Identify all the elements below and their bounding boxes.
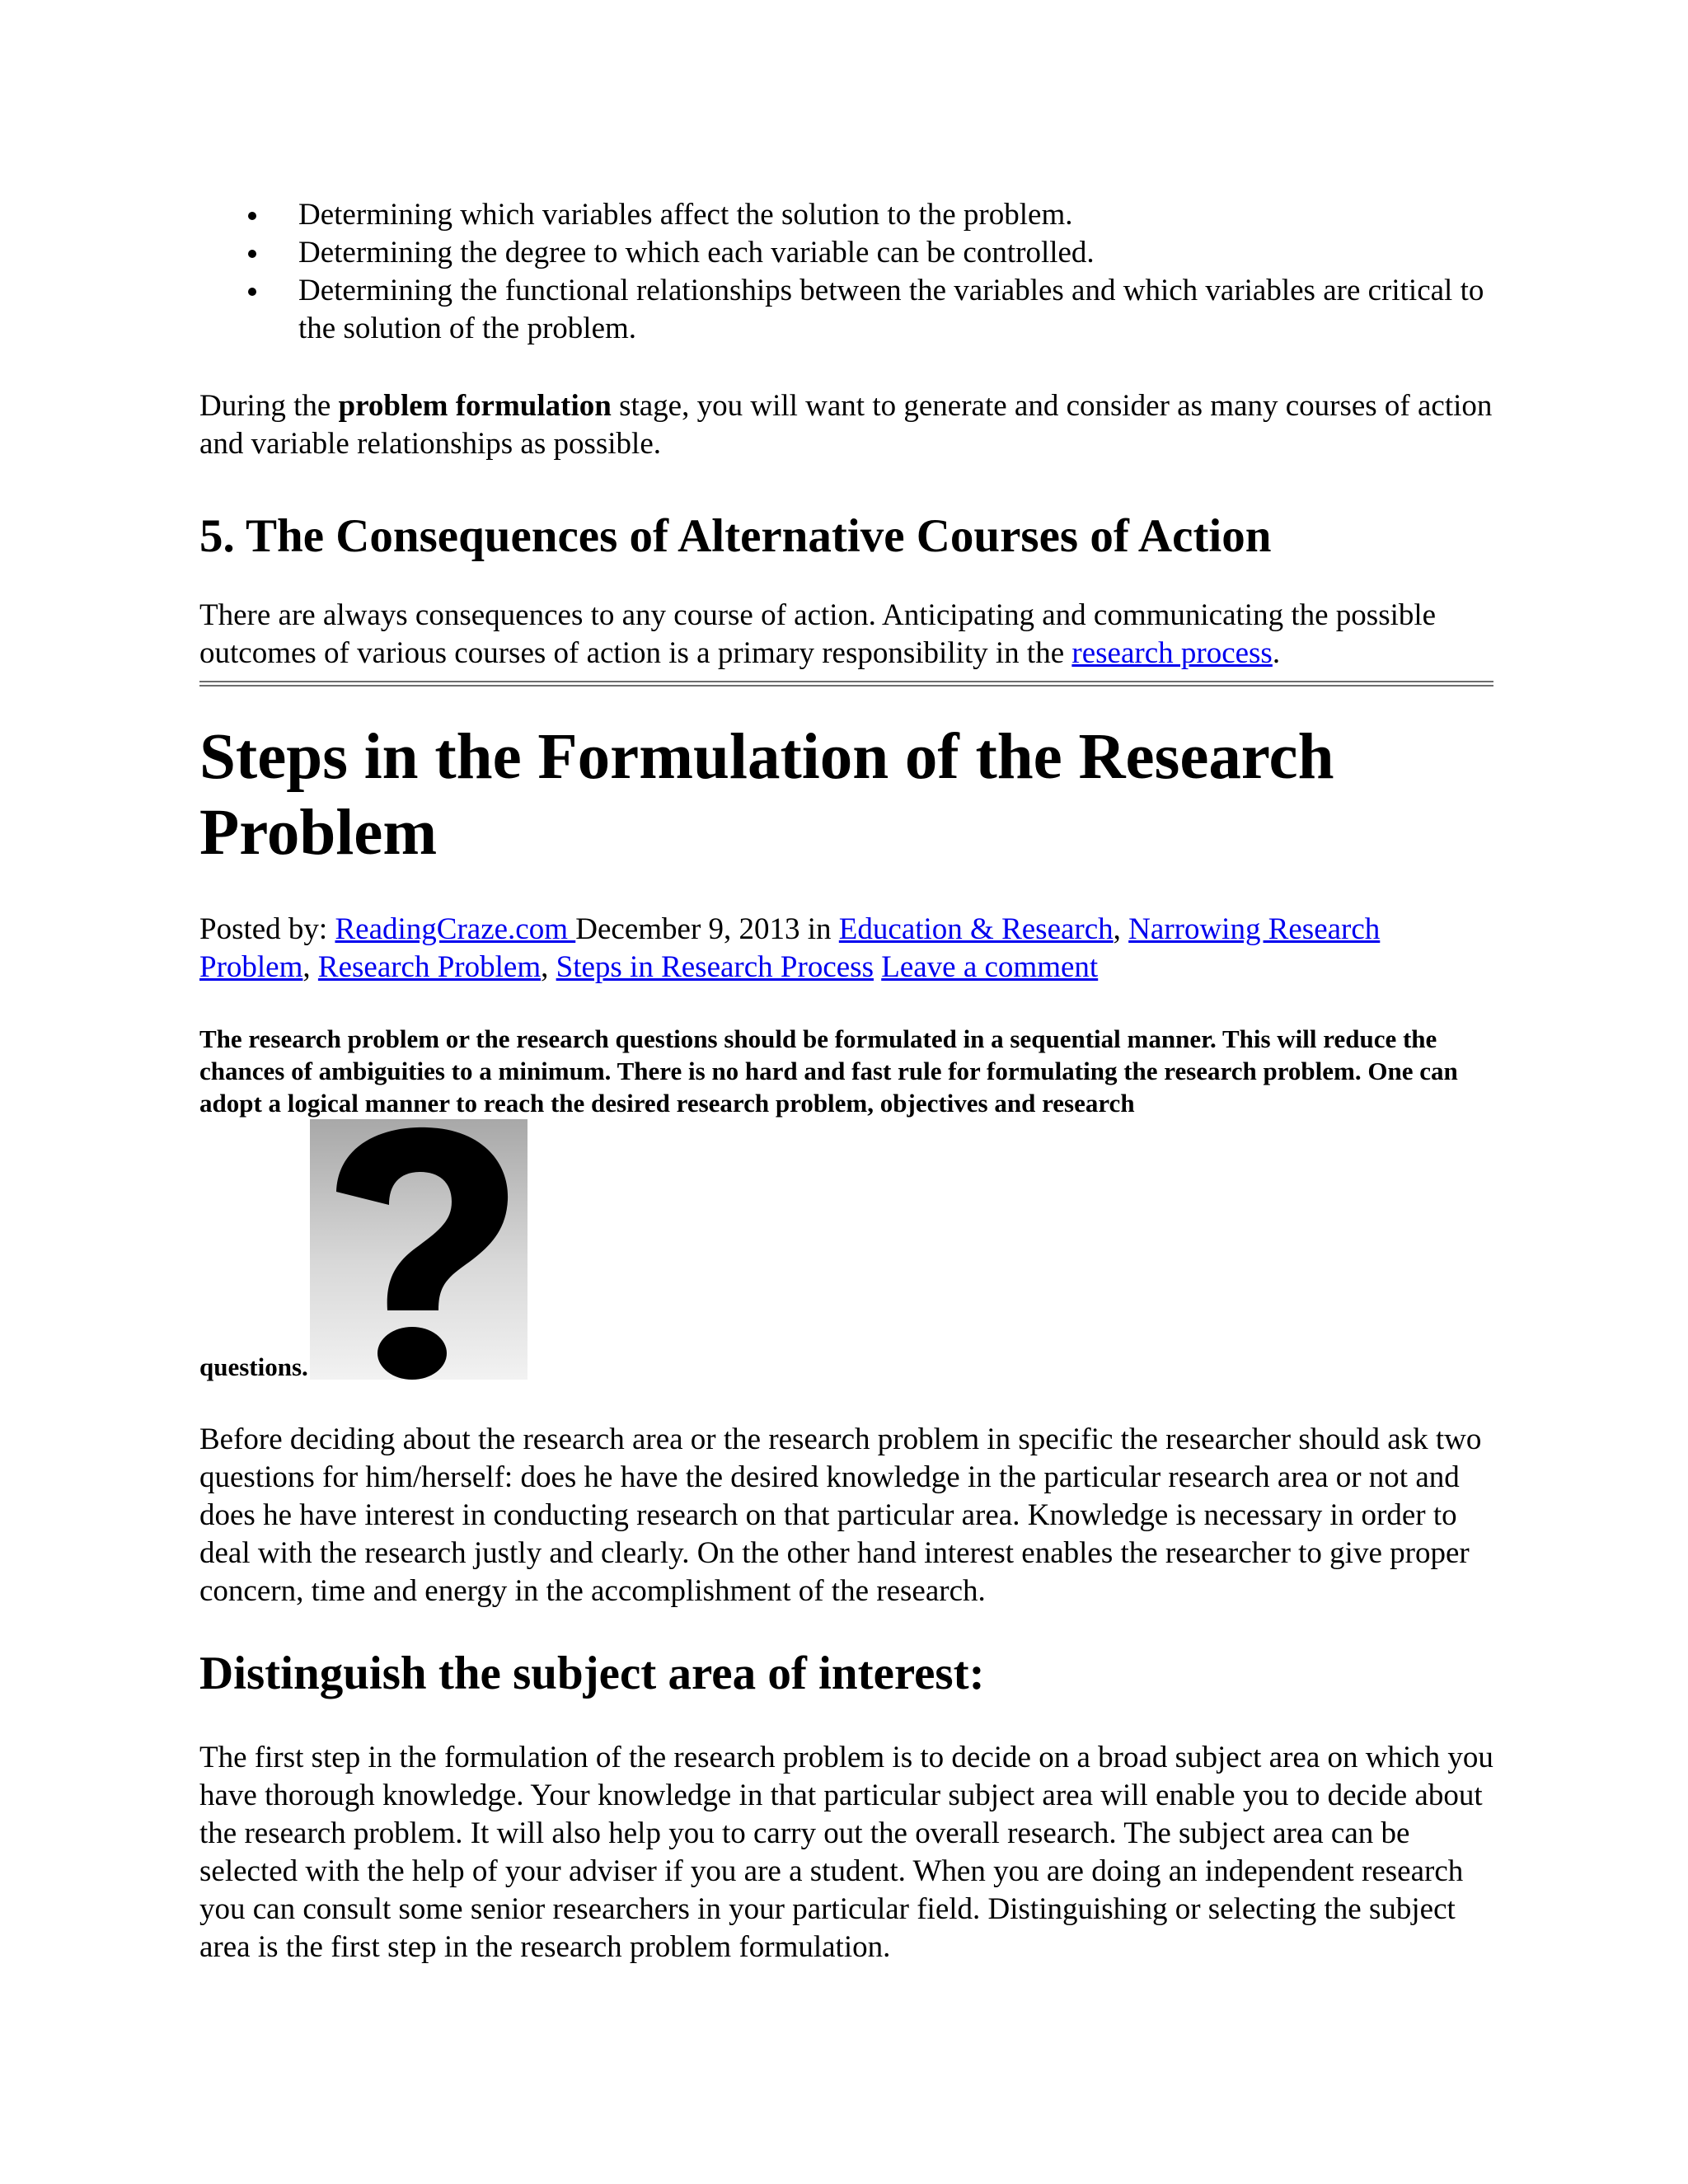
consequences-text: There are always consequences to any course of action. Anticipating and communicating the possible outcomes of various courses of action is a primary responsibility in the bbox=[199, 598, 1437, 670]
horizontal-divider bbox=[199, 681, 1493, 687]
bullet-list bbox=[199, 196, 1493, 348]
category-link-steps[interactable]: Steps in Research Process bbox=[556, 950, 874, 984]
list-item bbox=[199, 234, 1493, 272]
consequences-paragraph bbox=[199, 597, 1493, 673]
bullet-icon bbox=[248, 250, 256, 258]
lead-paragraph: The research problem or the research questions should be formulated in a sequential manner. This will reduce the chances of ambiguities to a minimum. There is no hard and fast rule for formulating the research problem. One can adopt a logical manner to reach the desired research problem, objectives and research bbox=[199, 1024, 1458, 1118]
document-page bbox=[199, 196, 1493, 1966]
list-item bbox=[199, 196, 1493, 234]
category-link-narrowing[interactable]: Narrowing Research Problem bbox=[199, 912, 1381, 984]
research-process-link[interactable]: research process bbox=[1071, 636, 1273, 670]
category-link-education[interactable]: Education & Research bbox=[838, 912, 1114, 946]
subject-heading: Distinguish the subject area of interest: bbox=[199, 1647, 985, 1699]
category-separator: , bbox=[302, 950, 318, 984]
bullet-text: Determining the functional relationships between the variables and which variables are critical to the solution of the problem. bbox=[298, 274, 1484, 345]
bullet-icon bbox=[248, 288, 256, 296]
lead-last-word: questions. bbox=[199, 1352, 308, 1381]
section-heading: 5. The Consequences of Alternative Courses of Action bbox=[199, 510, 1272, 562]
article-title: Steps in the Formulation of the Research Problem bbox=[199, 721, 1334, 869]
post-meta bbox=[199, 911, 1493, 987]
question-mark-icon bbox=[310, 1119, 528, 1380]
lead-last-line bbox=[199, 1119, 1493, 1380]
formulation-text-start: During the bbox=[199, 389, 339, 423]
question-mark-glyph bbox=[310, 1119, 528, 1380]
post-date: December 9, 2013 in bbox=[575, 912, 839, 946]
leave-comment-link[interactable]: Leave a comment bbox=[881, 950, 1099, 984]
formulation-text-end: stage, you will want to generate and consider as many courses of action and variable relationships as possible. bbox=[199, 389, 1493, 461]
category-link-research-problem[interactable]: Research Problem bbox=[317, 950, 542, 984]
posted-by-label: Posted by: bbox=[199, 912, 335, 946]
formulation-bold-term: problem formulation bbox=[338, 389, 612, 423]
consequences-end: . bbox=[1272, 636, 1281, 670]
before-paragraph: Before deciding about the research area or the research problem in specific the researcher should ask two questions for him/herself: does he have the desired knowledge in the particular research area or not and does he have interest in conducting research on that particular area. Knowledge is necessary in order to deal with the research justly and clearly. On the other hand interest enables the researcher to give proper concern, time and energy in the accomplishment of the research. bbox=[199, 1422, 1482, 1608]
formulation-paragraph bbox=[199, 387, 1493, 463]
bullet-text: Determining the degree to which each variable can be controlled. bbox=[298, 236, 1095, 269]
category-separator: , bbox=[541, 950, 556, 984]
subject-paragraph: The first step in the formulation of the research problem is to decide on a broad subject area on which you have thorough knowledge. Your knowledge in that particular subject area will enable you to decide about the research problem. It will also help you to carry out the overall research. The subject area can be selected with the help of your adviser if you are a student. When you are doing an independent research you can consult some senior researchers in your particular field. Distinguishing or selecting the subject area is the first step in the research problem formulation. bbox=[199, 1741, 1493, 1964]
category-separator: , bbox=[1113, 912, 1129, 946]
bullet-icon bbox=[248, 212, 256, 220]
bullet-text: Determining which variables affect the solution to the problem. bbox=[298, 198, 1073, 232]
author-link[interactable]: ReadingCraze.com bbox=[335, 912, 576, 946]
list-item bbox=[199, 272, 1493, 348]
